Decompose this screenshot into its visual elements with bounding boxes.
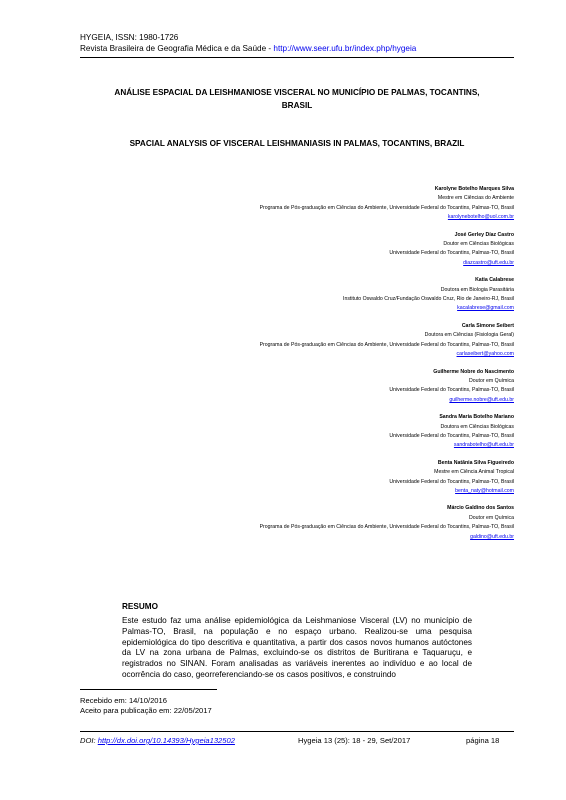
author-degree: Doutora em Biologia Parasitária — [440, 286, 514, 293]
author-degree: Doutor em Ciências Biológicas — [443, 241, 514, 248]
author-name: Katia Calabrese — [475, 277, 514, 284]
author-degree: Mestre em Ciências do Ambiente — [437, 195, 514, 202]
author-email[interactable]: karolynebotelho@uol.com.br — [447, 214, 514, 221]
resumo-text: Este estudo faz uma análise epidemiológica da Leishmaniose Visceral (LV) no município de Palmas-TO, Brasil, na população e no espaço urbano. Realizou-se uma pesquisa epidemiológica do tipo descritiva e quantitativa, a partir dos casos novos humanos autóctones da LV na zona urbana de Palmas, excluindo-se os distritos de Buritirana e Taquaruçu, e registrados no SINAN. Foram analisadas as variáveis inerentes ao indivíduo e ao local de ocorrência do caso, georreferenciando-se os casos positivos, e construindo — [122, 616, 472, 679]
resumo-heading: RESUMO — [122, 602, 158, 611]
author-degree: Doutora em Ciências (Fisiologia Geral) — [424, 332, 514, 339]
journal-name: Revista Brasileira de Geografia Médica e da Saúde - — [80, 44, 274, 53]
title-portuguese — [80, 86, 514, 112]
journal-name-line — [80, 43, 416, 54]
footnote — [80, 696, 212, 716]
author-block — [74, 322, 514, 360]
author-block — [74, 413, 514, 451]
title-pt-line1: ANÁLISE ESPACIAL DA LEISHMANIOSE VISCERAL NO MUNICÍPIO DE PALMAS, TOCANTINS, — [114, 88, 480, 97]
author-affiliation: Programa de Pós-graduação em Ciências do Ambiente, Universidade Federal do Tocantins, Palmas-TO, Brasil — [259, 341, 514, 348]
author-email[interactable]: benta_naty@hotmail.com — [455, 487, 514, 494]
author-name: José Gerley Díaz Castro — [454, 231, 514, 238]
author-degree: Mestre em Ciência Animal Tropical — [434, 469, 514, 476]
author-affiliation: Universidade Federal do Tocantins, Palmas-TO, Brasil — [389, 250, 514, 257]
author-email[interactable]: kacalabrese@gmail.com — [457, 305, 514, 312]
citation: Hygeia 13 (25): 18 - 29, Set/2017 — [298, 736, 411, 745]
author-block — [74, 185, 514, 223]
author-degree: Doutora em Ciências Biológicas — [440, 423, 514, 430]
author-degree: Doutor em Química — [469, 514, 514, 521]
accepted-date: Aceito para publicação em: 22/05/2017 — [80, 706, 212, 715]
author-block — [74, 504, 514, 542]
author-list — [74, 185, 514, 550]
received-date: Recebido em: 14/10/2016 — [80, 696, 167, 705]
author-block — [74, 276, 514, 314]
author-name: Karolyne Botelho Marques Silva — [434, 186, 514, 192]
author-name: Márcio Galdino dos Santos — [447, 505, 514, 512]
author-affiliation: Universidade Federal do Tocantins, Palmas-TO, Brasil — [389, 478, 514, 485]
page-number: página 18 — [466, 736, 500, 745]
title-english: SPACIAL ANALYSIS OF VISCERAL LEISHMANIASIS IN PALMAS, TOCANTINS, BRAZIL — [129, 139, 465, 148]
author-name: Benta Natânia Silva Figueiredo — [437, 459, 514, 466]
author-email[interactable]: carlaseibert@yahoo.com — [456, 351, 514, 358]
issn-line: HYGEIA, ISSN: 1980-1726 — [80, 33, 179, 42]
doi — [80, 736, 235, 745]
journal-url-link[interactable]: http://www.seer.ufu.br/index.php/hygeia — [273, 44, 417, 53]
author-name: Sandra Maria Botelho Mariano — [439, 414, 514, 421]
author-affiliation: Universidade Federal do Tocantins, Palmas-TO, Brasil — [389, 432, 514, 439]
author-name: Carla Simone Seibert — [461, 322, 514, 329]
author-affiliation: Instituto Oswaldo Cruz/Fundação Oswaldo Cruz, Rio de Janeiro-RJ, Brasil — [343, 296, 514, 303]
author-block — [74, 368, 514, 406]
author-affiliation: Programa de Pós-graduação em Ciências do Ambiente, Universidade Federal do Tocantins, Palmas-TO, Brasil — [259, 524, 514, 531]
author-block — [74, 231, 514, 269]
author-name: Guilherme Nobre do Nascimento — [433, 368, 514, 375]
header-divider — [80, 57, 514, 58]
title-pt-line2: BRASIL — [281, 101, 313, 110]
author-email[interactable]: diazcastro@uft.edu.br — [463, 259, 514, 266]
author-email[interactable]: guilherme.nobre@uft.edu.br — [449, 396, 514, 403]
footer-divider — [80, 731, 514, 732]
author-affiliation: Programa de Pós-graduação em Ciências do Ambiente, Universidade Federal do Tocantins, Palmas-TO, Brasil — [259, 204, 514, 211]
journal-header — [80, 32, 416, 54]
author-email[interactable]: sandrabotelho@uft.edu.br — [453, 442, 514, 449]
author-affiliation: Universidade Federal do Tocantins, Palmas-TO, Brasil — [389, 387, 514, 394]
doi-prefix: DOI: — [80, 736, 98, 745]
author-email[interactable]: galdino@uft.edu.br — [470, 533, 514, 540]
author-degree: Doutor em Química — [469, 377, 514, 384]
footnote-divider — [80, 689, 217, 690]
doi-link[interactable]: http://dx.doi.org/10.14393/Hygeia132502 — [97, 736, 235, 745]
author-block — [74, 459, 514, 497]
